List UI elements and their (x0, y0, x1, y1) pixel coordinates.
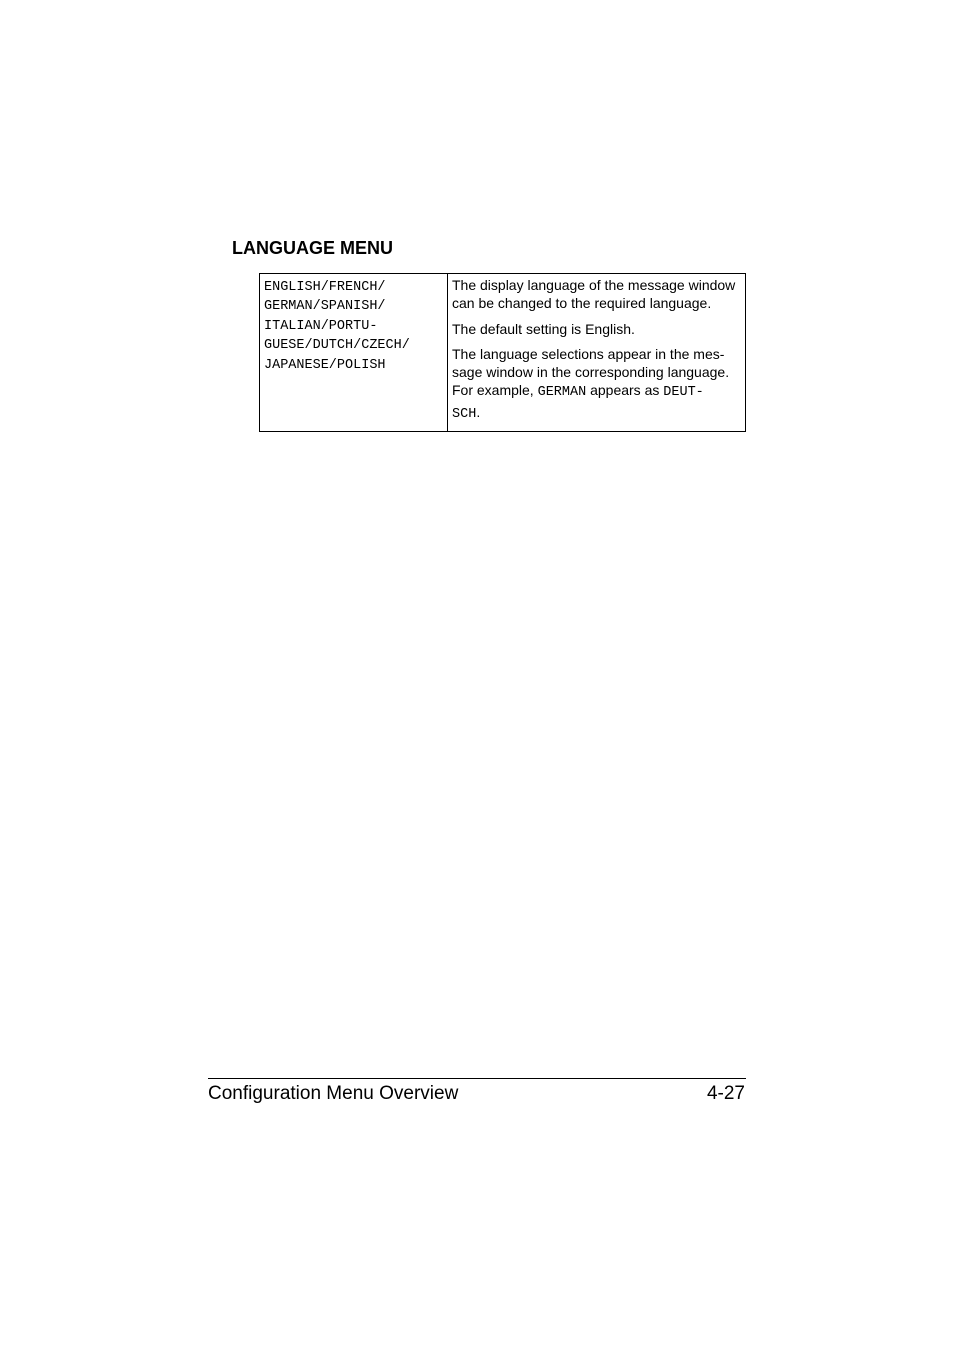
code-deutsch-part1: DEUT- (663, 385, 704, 401)
language-menu-table (259, 273, 746, 432)
description-paragraph-1 (452, 276, 741, 313)
setting-values (260, 274, 447, 375)
description-text: For example, (452, 382, 538, 399)
description-line: The language selections appear in the mes- (452, 345, 725, 362)
description-line: can be changed to the required language. (452, 295, 712, 312)
table-row (260, 274, 746, 432)
setting-line: GERMAN/SPANISH/ (264, 299, 386, 315)
description-paragraph-3 (452, 345, 741, 424)
setting-line: ITALIAN/PORTU- (264, 318, 378, 334)
description (448, 274, 745, 424)
setting-line: GUESE/DUTCH/CZECH/ (264, 338, 410, 354)
description-text: . (476, 403, 481, 420)
description-line: sage window in the corresponding language. (452, 364, 730, 381)
description-text: appears as (586, 382, 664, 399)
code-german: GERMAN (537, 385, 587, 401)
footer-title: Configuration Menu Overview (208, 1083, 459, 1104)
setting-values-cell (260, 274, 448, 432)
setting-line: ENGLISH/FRENCH/ (264, 280, 386, 295)
description-cell (448, 274, 746, 432)
code-deutsch-part2: SCH (452, 406, 477, 422)
description-paragraph-2: The default setting is English. (452, 320, 635, 337)
footer-divider (208, 1078, 746, 1079)
setting-line: JAPANESE/POLISH (264, 357, 386, 373)
page-number: 4-27 (706, 1083, 745, 1104)
description-line: The display language of the message window (452, 277, 736, 293)
section-heading: LANGUAGE MENU (232, 238, 393, 258)
